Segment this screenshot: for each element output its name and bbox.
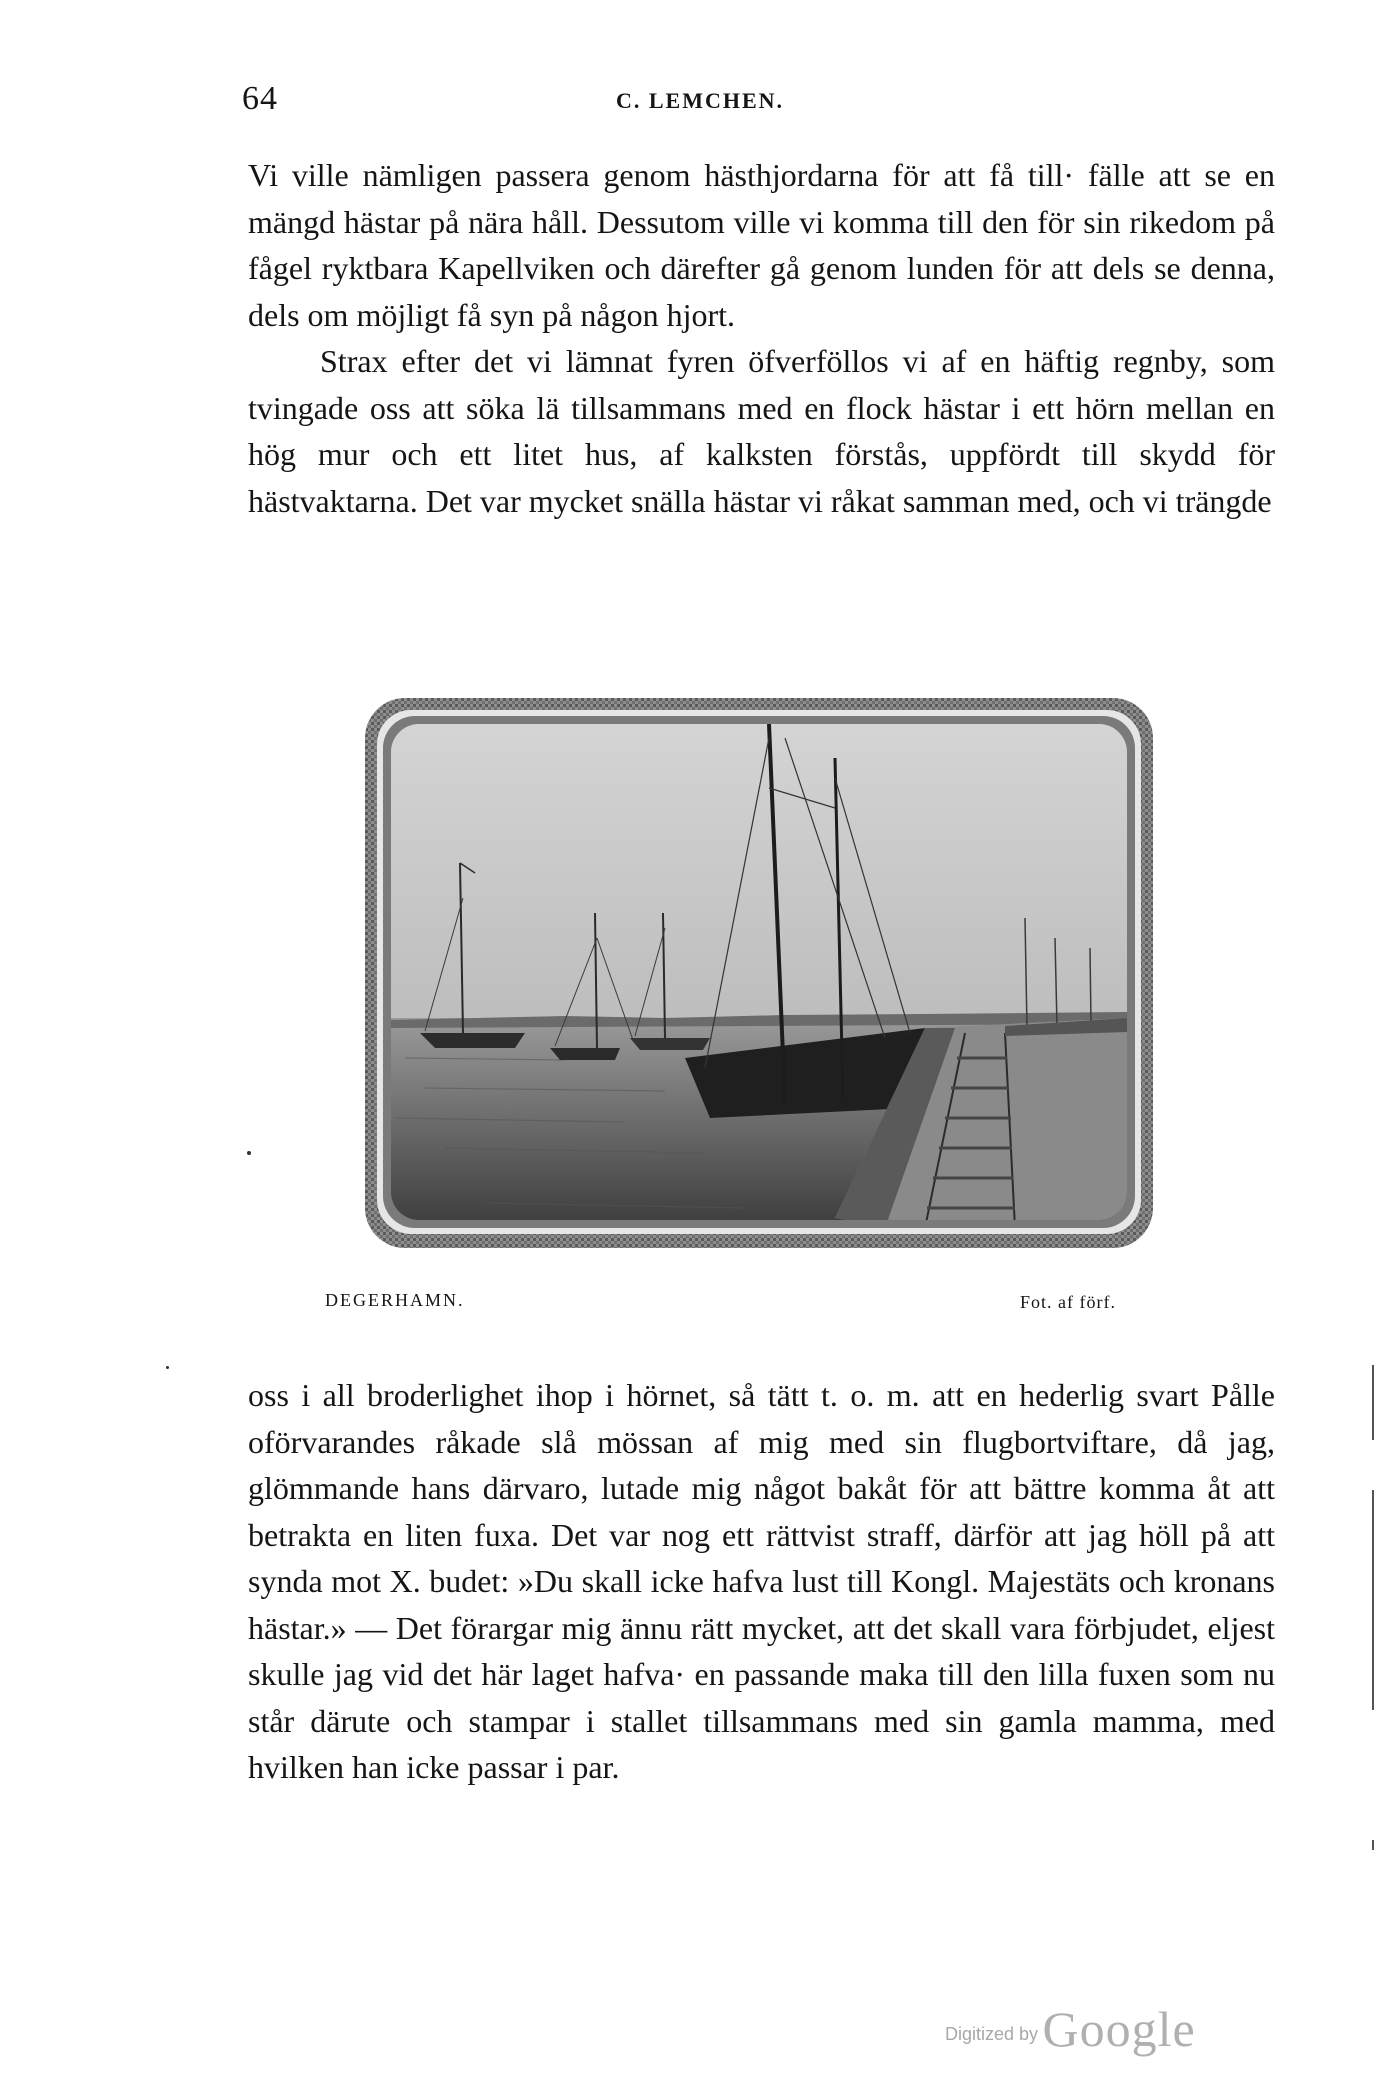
running-head: C. LEMCHEN. <box>615 88 785 113</box>
page-number: 64 <box>242 80 278 117</box>
scan-speck <box>166 1366 169 1369</box>
figure-caption: DEGERHAMN. <box>325 1290 465 1310</box>
scan-margin-mark <box>1372 1490 1374 1710</box>
scan-speck <box>247 1151 251 1155</box>
scan-margin-mark <box>1372 1365 1374 1440</box>
google-watermark <box>945 2000 1196 2058</box>
body-text-bottom <box>248 1372 1275 1791</box>
body-text-top <box>248 152 1275 524</box>
paragraph: Vi ville nämligen passera genom hästhjordarna för att få till· fälle att se en mängd hästar på nära håll. Dessutom ville vi komma till den för sin rikedom på fågel ryktbara Kapellviken och därefter gå genom lunden för att dels se denna, dels om möjligt få syn på någon hjort. <box>248 157 1275 333</box>
photo-credit: Fot. af förf. <box>1020 1292 1116 1312</box>
google-logo: Google <box>1042 2001 1196 2057</box>
paragraph: Strax efter det vi lämnat fyren öfverföllos vi af en häftig regnby, som tvingade oss att söka lä tillsammans med en flock hästar i ett hörn mellan en hög mur och ett litet hus, af kalksten förstås, uppfördt till skydd för hästvaktarna. Det var mycket snälla hästar vi råkat samman med, och vi trängde <box>248 343 1275 519</box>
paragraph: oss i all broderlighet ihop i hörnet, så tätt t. o. m. att en hederlig svart Pålle oförvarandes råkade slå mössan af mig med sin flugbortviftare, då jag, glömmande hans därvaro, lutade mig något bakåt för att bättre komma åt att betrakta en liten fuxa. Det var nog ett rättvist straff, därför att jag höll på att synda mot X. budet: »Du skall icke hafva lust till Kongl. Majestäts och kronans hästar.» — Det förargar mig ännu rätt mycket, att det skall vara förbjudet, eljest skulle jag vid det här laget hafva· en passande maka till den lilla fuxen som nu står därute och stampar i stallet tillsammans med sin gamla mamma, med hvilken han icke passar i par. <box>248 1377 1275 1785</box>
harbor-photograph <box>365 698 1153 1248</box>
watermark-prefix: Digitized by <box>945 2024 1039 2044</box>
scan-margin-mark <box>1372 1840 1374 1850</box>
